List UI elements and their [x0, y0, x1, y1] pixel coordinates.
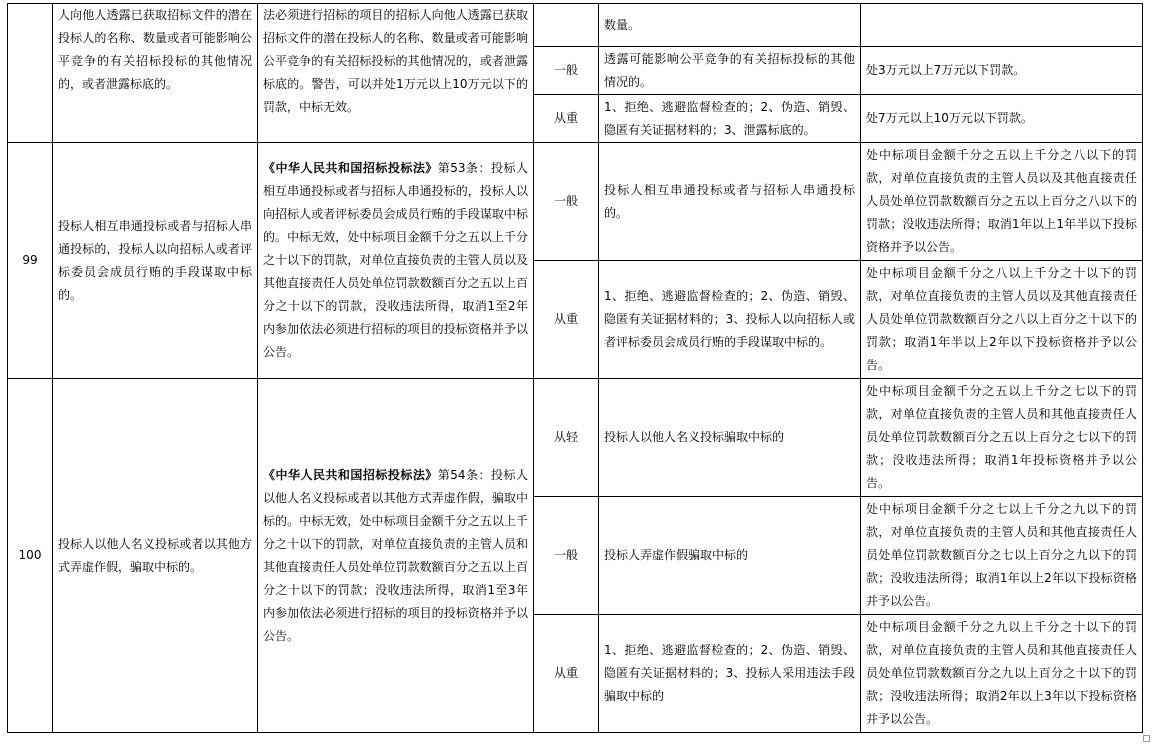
- penalty-standard: 处中标项目金额千分之五以上千分之七以下的罚款，对单位直接负责的主管人员和其他直接责任人员处单位罚款数额百分之五以上百分之七以下的罚款；没收违法所得；取消1年投标资格并予以公告。: [861, 379, 1143, 497]
- legal-basis: [258, 379, 534, 733]
- penalty-standard: 处中标项目金额千分之八以上千分之十以下的罚款，对单位直接负责的主管人员以及其他直接责任人员处单位罚款数额百分之八以上百分之十以下的罚款；取消1年半以上2年以下投标资格并予以公告。: [861, 261, 1143, 379]
- penalty-standard: 处7万元以上10万元以下罚款。: [861, 95, 1143, 143]
- penalty-standard-table: [7, 3, 1143, 733]
- circumstance: 1、拒绝、逃避监督检查的；2、伪造、销毁、隐匿有关证据材料的；3、泄露标底的。: [599, 95, 861, 143]
- circumstance: 1、拒绝、逃避监督检查的；2、伪造、销毁、隐匿有关证据材料的；3、投标人以向招标人或者评标委员会成员行贿的手段谋取中标的。: [599, 261, 861, 379]
- discretion-level: [534, 4, 599, 47]
- circumstance: 数量。: [599, 4, 861, 47]
- penalty-standard: 处3万元以上7万元以下罚款。: [861, 47, 1143, 95]
- law-text: 第54条：投标人以他人名义投标或者以其他方式弄虚作假，骗取中标的。中标无效，处中标项目金额千分之五以上千分之十以下的罚款，对单位直接负责的主管人员和其他直接责任人员处单位罚款数额百分之五以上百分之十以下的罚款；没收违法所得，取消1至3年内参加依法必须进行招标的项目的投标资格并予以公告。: [263, 467, 528, 643]
- circumstance: 投标人相互串通投标或者与招标人串通投标的。: [599, 143, 861, 261]
- discretion-level: 从轻: [534, 379, 599, 497]
- circumstance: 投标人以他人名义投标骗取中标的: [599, 379, 861, 497]
- table-row: [8, 379, 1143, 497]
- discretion-level: 一般: [534, 143, 599, 261]
- law-title: 《中华人民共和国招标投标法》: [263, 467, 438, 482]
- violation-description: 人向他人透露已获取招标文件的潜在投标人的名称、数量或者可能影响公平竞争的有关招标投标的其他情况的，或者泄露标底的。: [53, 4, 258, 143]
- table-row: [8, 143, 1143, 261]
- penalty-standard: 处中标项目金额千分之九以上千分之十以下的罚款，对单位直接负责的主管人员和其他直接责任人员处单位罚款数额百分之九以上百分之十以下的罚款；没收违法所得；取消2年以上3年以下投标资格并予以公告。: [861, 615, 1143, 733]
- law-title: 《中华人民共和国招标投标法》: [263, 161, 438, 175]
- page-corner-marker: [1143, 735, 1150, 742]
- item-number: [8, 4, 53, 143]
- law-text: 第53条：投标人相互串通投标或者与招标人串通投标的，投标人以向招标人或者评标委员会成员行贿的手段谋取中标的。中标无效，处中标项目金额千分之五以上千分之十以下的罚款，对单位直接负责的主管人员以及其他直接责任人员处单位罚款数额百分之五以上百分之十以下的罚款，没收违法所得，取消1至2年内参加依法必须进行招标的项目的投标资格并予以公告。: [263, 161, 528, 359]
- discretion-level: 一般: [534, 497, 599, 615]
- penalty-standard: [861, 4, 1143, 47]
- violation-description: 投标人以他人名义投标或者以其他方式弄虚作假，骗取中标的。: [53, 379, 258, 733]
- circumstance: 透露可能影响公平竞争的有关招标投标的其他情况的。: [599, 47, 861, 95]
- legal-basis: [258, 4, 534, 143]
- discretion-level: 从重: [534, 95, 599, 143]
- penalty-standard: 处中标项目金额千分之七以上千分之九以下的罚款，对单位直接负责的主管人员和其他直接责任人员处单位罚款数额百分之七以上百分之九以下的罚款；没收违法所得；取消1年以上2年以下投标资格并予以公告。: [861, 497, 1143, 615]
- circumstance: 1、拒绝、逃避监督检查的；2、伪造、销毁、隐匿有关证据材料的；3、投标人采用违法手段骗取中标的: [599, 615, 861, 733]
- item-number: 99: [8, 143, 53, 379]
- law-text: 法必须进行招标的项目的招标人向他人透露已获取招标文件的潜在投标人的名称、数量或者可能影响公平竞争的有关招标投标的其他情况的，或者泄露标底的。警告，可以并处1万元以上10万元以下的罚款，中标无效。: [263, 8, 528, 114]
- item-number: 100: [8, 379, 53, 733]
- discretion-level: 从重: [534, 261, 599, 379]
- discretion-level: 从重: [534, 615, 599, 733]
- penalty-standard: 处中标项目金额千分之五以上千分之八以下的罚款，对单位直接负责的主管人员以及其他直接责任人员处单位罚款数额百分之五以上百分之八以下的罚款；没收违法所得；取消1年以上1年半以下投标资格并予以公告。: [861, 143, 1143, 261]
- discretion-level: 一般: [534, 47, 599, 95]
- legal-basis: [258, 143, 534, 379]
- violation-description: 投标人相互串通投标或者与招标人串通投标的，投标人以向招标人或者评标委员会成员行贿的手段谋取中标的。: [53, 143, 258, 379]
- table-row: [8, 4, 1143, 47]
- circumstance: 投标人弄虚作假骗取中标的: [599, 497, 861, 615]
